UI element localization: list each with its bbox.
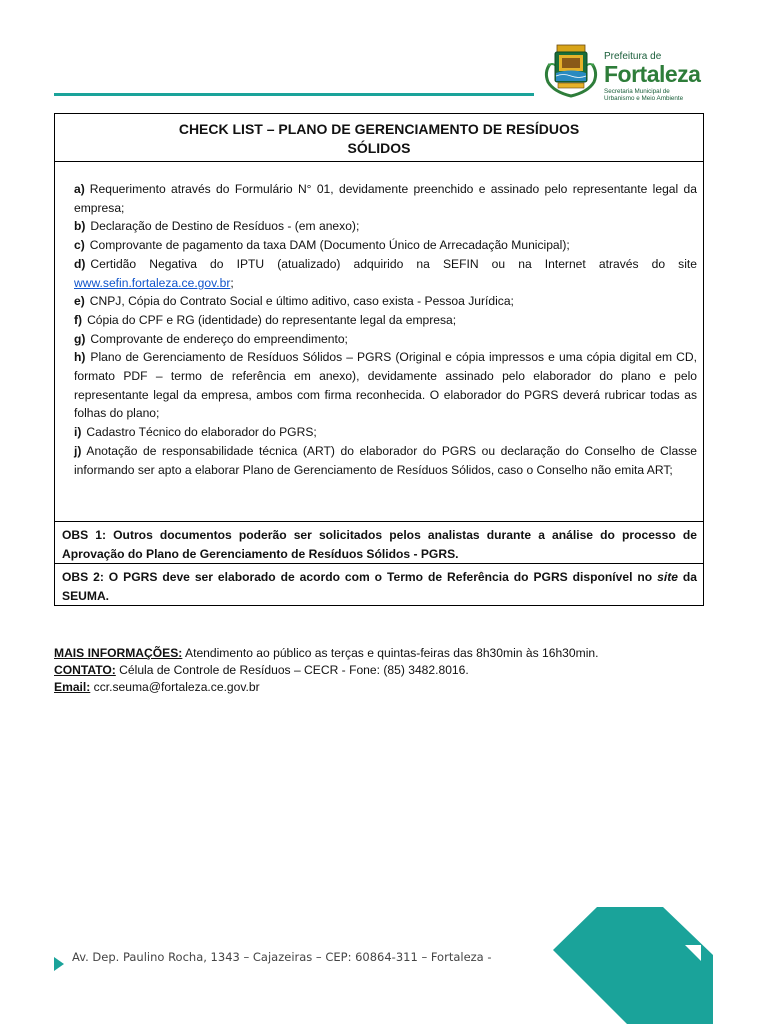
sefin-website-link[interactable]: www.sefin.fortaleza.ce.gov.br <box>74 275 231 290</box>
checklist-title-line1: CHECK LIST – PLANO DE GERENCIAMENTO DE RESÍDUOS <box>178 121 580 137</box>
header-divider <box>54 93 534 96</box>
checklist-title-box <box>54 113 704 162</box>
checklist-item: d) Certidão Negativa do IPTU (atualizado) adquirido na SEFIN ou na Internet através do site www.sefin.fortaleza.ce.gov.br; <box>74 256 697 290</box>
footer-arrow-icon <box>54 957 64 971</box>
email-line: Email: ccr.seuma@fortaleza.ce.gov.br <box>54 680 260 694</box>
footer-decoration <box>553 907 713 1024</box>
logo-subtitle: Secretaria Municipal de Urbanismo e Meio Ambiente <box>604 88 684 103</box>
checklist-item: f) Cópia do CPF e RG (identidade) do representante legal da empresa; <box>74 312 457 327</box>
checklist-items-box <box>54 161 704 522</box>
checklist-title-line2: SÓLIDOS <box>347 140 411 156</box>
checklist-item: a) Requerimento através do Formulário N° 01, devidamente preenchido e assinado pelo representante legal da empresa; <box>74 182 697 215</box>
checklist-item: i) Cadastro Técnico do elaborador do PGRS; <box>74 425 317 440</box>
email-address[interactable]: ccr.seuma@fortaleza.ce.gov.br <box>90 680 260 694</box>
observation-2: OBS 2: O PGRS deve ser elaborado de acordo com o Termo de Referência do PGRS disponível no site da SEUMA. <box>54 563 704 606</box>
contact-line: CONTATO: Célula de Controle de Resíduos – CECR - Fone: (85) 3482.8016. <box>54 663 469 677</box>
checklist-item: g) Comprovante de endereço do empreendimento; <box>74 331 348 346</box>
checklist-item: j) Anotação de responsabilidade técnica (ART) do elaborador do PGRS ou declaração do Conselho de Classe informando ser apto a elaborar Plano de Gerenciamento de Resíduos Sólidos, caso o Conselho não emita ART; <box>74 443 697 477</box>
prefeitura-logo <box>542 42 712 103</box>
checklist-item: c) Comprovante de pagamento da taxa DAM (Documento Único de Arrecadação Municipal); <box>74 238 570 253</box>
contact-info <box>54 645 704 696</box>
logo-prefix: Prefeitura de <box>604 51 662 62</box>
observation-1: OBS 1: Outros documentos poderão ser solicitados pelos analistas durante a análise do processo de Aprovação do Plano de Gerenciamento de Resíduos Sólidos - PGRS. <box>54 521 704 564</box>
checklist-item: b) Declaração de Destino de Resíduos - (em anexo); <box>74 219 360 234</box>
checklist-item: h) Plano de Gerenciamento de Resíduos Sólidos – PGRS (Original e cópia impressos e uma cópia digital em CD, formato PDF – termo de referência em anexo), devidamente assinado pelo elaborador do plano e pelo representante legal da empresa, ambos com firma reconhecida. O elaborador do PGRS deverá rubricar todas as folhas do plano; <box>74 350 697 421</box>
city-emblem-icon <box>542 42 600 98</box>
checklist-item: e) CNPJ, Cópia do Contrato Social e último aditivo, caso exista - Pessoa Jurídica; <box>74 294 514 309</box>
logo-city-name: Fortaleza <box>604 61 701 87</box>
footer-address: Av. Dep. Paulino Rocha, 1343 – Cajazeiras – CEP: 60864-311 – Fortaleza - <box>72 950 492 964</box>
more-info-line: MAIS INFORMAÇÕES: Atendimento ao público as terças e quintas-feiras das 8h30min às 16h30min. <box>54 646 599 660</box>
